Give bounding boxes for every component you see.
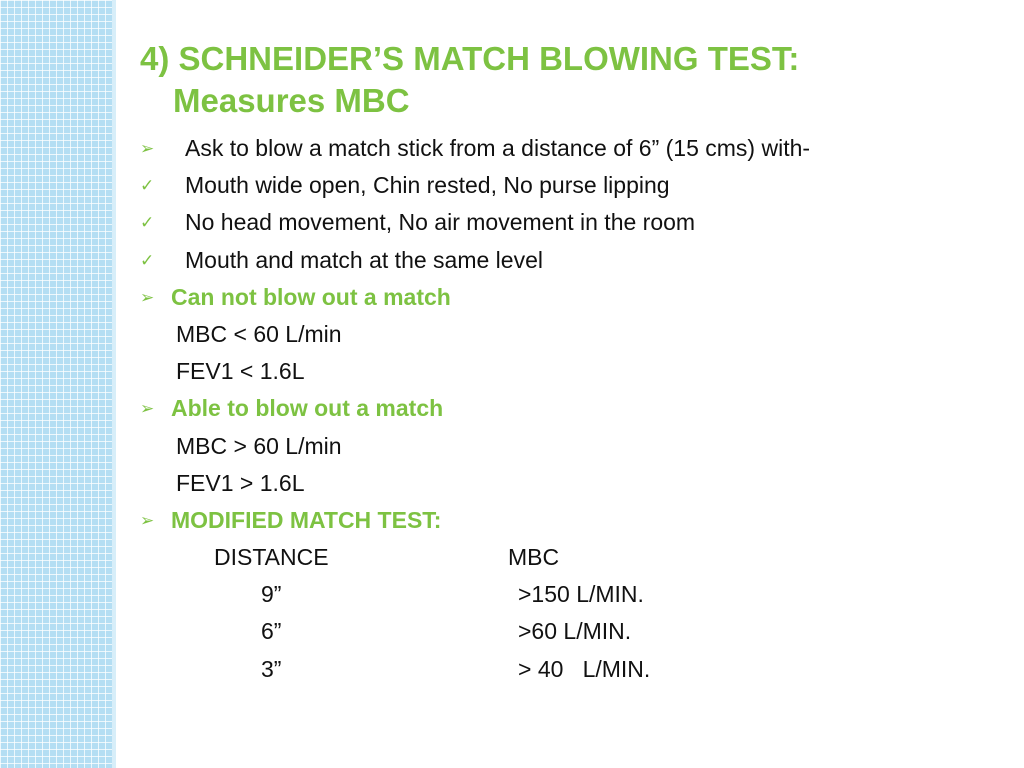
- slide-title: [140, 38, 799, 122]
- bullet-row: [140, 204, 1000, 241]
- bullet-row: [140, 242, 1000, 279]
- check-icon: ✓: [140, 213, 155, 233]
- value-line: [140, 465, 1000, 502]
- bullet-text: Mouth and match at the same level: [185, 246, 543, 273]
- value-line: [140, 353, 1000, 390]
- sidebar-edge: [112, 0, 116, 768]
- table-row: [140, 613, 1000, 650]
- bullet-text: Ask to blow a match stick from a distance of 6” (15 cms) with-: [185, 135, 811, 161]
- slide-title-line1: 4) SCHNEIDER’S MATCH BLOWING TEST:: [140, 40, 800, 77]
- distance-cell: 9”: [261, 581, 282, 608]
- mbc-cell: >150 L/MIN.: [518, 581, 644, 608]
- bullet-text: Mouth wide open, Chin rested, No purse lipping: [185, 172, 670, 199]
- value-line: [140, 316, 1000, 353]
- modified-test-heading-row: [140, 502, 1000, 539]
- fev1-threshold-text: FEV1 > 1.6L: [176, 469, 305, 496]
- slide-content: [140, 130, 1000, 688]
- value-line: [140, 428, 1000, 465]
- table-header-row: [140, 539, 1000, 576]
- slide-title-line2: Measures MBC: [173, 82, 410, 119]
- mbc-threshold-text: MBC > 60 L/min: [176, 432, 342, 459]
- mbc-cell: >60 L/MIN.: [518, 618, 632, 645]
- mbc-threshold-text: MBC < 60 L/min: [176, 320, 342, 347]
- arrow-bullet-icon: ➢: [140, 399, 155, 419]
- table-row: [140, 651, 1000, 688]
- distance-column-header: DISTANCE: [214, 544, 329, 571]
- bullet-row: [140, 130, 1000, 167]
- arrow-bullet-icon: ➢: [140, 139, 155, 158]
- cannot-blow-heading-row: [140, 279, 1000, 316]
- bullet-text: No head movement, No air movement in the room: [185, 209, 696, 236]
- check-icon: ✓: [140, 250, 155, 270]
- mbc-cell: > 40 L/MIN.: [518, 655, 651, 682]
- distance-cell: 6”: [261, 618, 282, 645]
- check-icon: ✓: [140, 176, 155, 196]
- able-to-blow-heading-row: [140, 390, 1000, 427]
- bullet-row: [140, 167, 1000, 204]
- modified-test-heading: MODIFIED MATCH TEST:: [171, 506, 442, 533]
- mbc-column-header: MBC: [508, 544, 560, 571]
- arrow-bullet-icon: ➢: [140, 510, 155, 530]
- fev1-threshold-text: FEV1 < 1.6L: [176, 358, 305, 385]
- arrow-bullet-icon: ➢: [140, 287, 155, 307]
- cannot-blow-heading: Can not blow out a match: [171, 283, 451, 310]
- distance-cell: 3”: [261, 655, 282, 682]
- able-to-blow-heading: Able to blow out a match: [171, 395, 444, 422]
- decorative-grid-sidebar: [0, 0, 112, 768]
- table-row: [140, 576, 1000, 613]
